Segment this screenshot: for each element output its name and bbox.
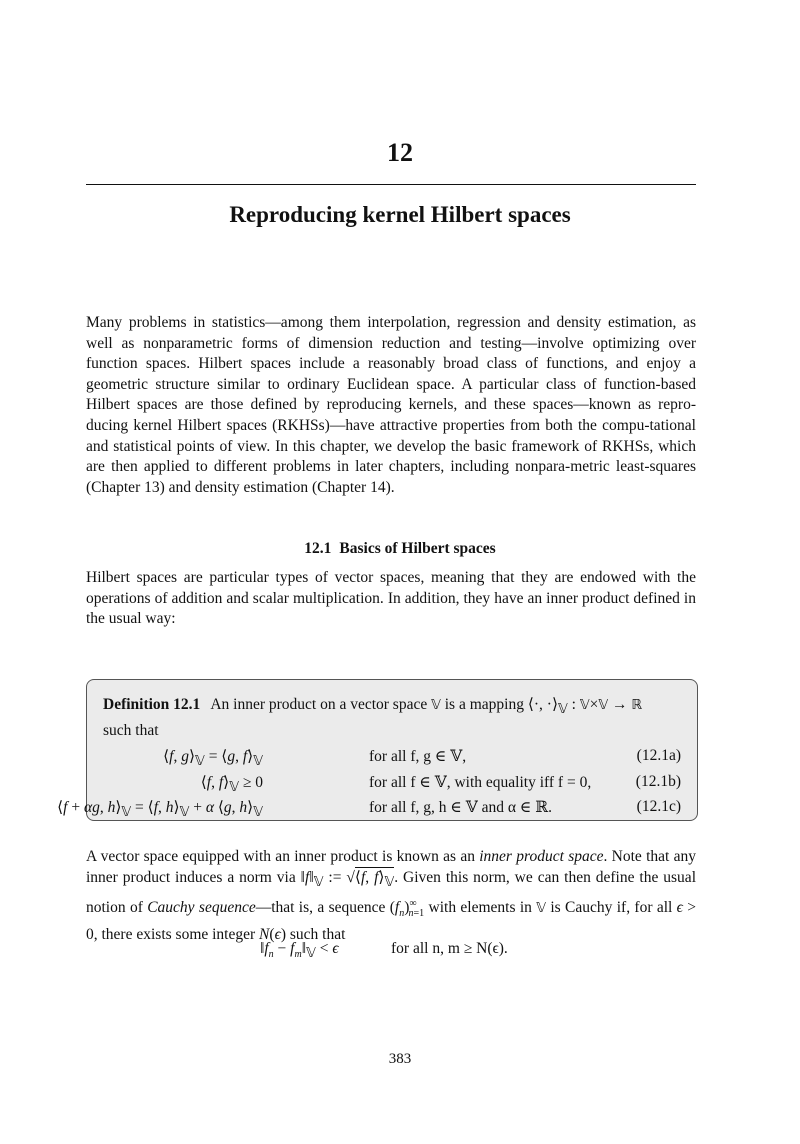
text-run: is Cauchy if, for all	[550, 899, 673, 917]
equation-12-1c	[57, 798, 697, 821]
text-run: . Given this norm, we can then define the usual notion of	[86, 869, 696, 917]
section-heading	[0, 540, 800, 558]
text-run: —that is, a sequence	[255, 899, 386, 917]
page-number: 383	[388, 1051, 412, 1067]
chapter-rule	[86, 184, 696, 185]
definition-statement: Definition 12.1 An inner product on a vector space 𝕍 is a mapping ⟨·, $\cdot⟩_𝕍$ : 𝕍×𝕍 → ℝ such that	[103, 696, 643, 740]
definition-text-mid: is a mapping	[444, 696, 524, 713]
term-inner-product-space: inner product space	[479, 848, 604, 865]
definition-text-suffix: such that	[103, 722, 159, 740]
section-title: Basics of Hilbert spaces	[339, 540, 496, 557]
equation-number: (12.1b)	[635, 773, 681, 790]
equation-condition: for all f, g, h ∈ 𝕍 and α ∈ ℝ.	[369, 799, 552, 816]
section-number: 12.1	[304, 540, 332, 557]
chapter-number: 12	[387, 138, 413, 167]
definition-label: Definition 12.1	[103, 696, 201, 713]
text-run: with elements in	[428, 899, 532, 917]
definition-box	[57, 679, 698, 821]
equation-number: (12.1a)	[636, 747, 681, 764]
intro-paragraph: Many problems in statistics—among them interpolation, regression and density estimation, as well as nonparametric forms of dimension reduction and testing—involve optimizing over function spaces. Hilbert spaces include a reasonably broad class of functions, and enjoy a geometric structure similar to ordinary Euclidean space. A particular class of function-based Hilbert spaces are those defined by reproducing kernels, and these spaces—known as repro-ducing kernel Hilbert spaces (RKHSs)—have attractive properties from both the compu-tational and statistical points of view. In this chapter, we develop the basic framework of RKHSs, which are then applied to different problems in later chapters, including nonpara-metric least-squares (Chapter 13) and density estimation (Chapter 14).	[86, 314, 696, 496]
equation-condition: for all f, g ∈ 𝕍,	[369, 748, 467, 765]
cauchy-paragraph: A vector space equipped with an inner product is known as an inner product space. Note that any inner product induces a norm via $‖f‖_𝕍$ := √⟨f, $f⟩_𝕍$. Given this norm, we can then define the usual notion of Cauchy sequence—that is, a sequence $(f_n)^\infty_{n=1}$ with elements in 𝕍 is Cauchy if, for all ϵ > 0, there exists some integer N(ϵ) such that	[86, 848, 697, 944]
equation-12-1a	[87, 747, 697, 769]
equation-12-1b	[87, 773, 697, 795]
equation-number: (12.1c)	[636, 798, 681, 815]
definition-text-prefix: An inner product on a vector space	[210, 696, 428, 713]
chapter-title: Reproducing kernel Hilbert spaces	[229, 202, 571, 227]
text-run: , there exists some integer	[93, 926, 256, 944]
text-run: . Note that any inner product induces a norm via	[86, 848, 696, 886]
text-run: A vector space equipped with an inner product is known as an	[86, 848, 475, 865]
section-paragraph: Hilbert spaces are particular types of vector spaces, meaning that they are endowed with the operations of addition and scalar multiplication. In addition, they have an inner product defined in the usual way:	[86, 569, 696, 628]
equation-condition: for all f ∈ 𝕍, with equality iff f = 0,	[369, 774, 592, 791]
display-lhs: $‖f_n$ − $f_m‖_𝕍 < \epsilon$	[260, 940, 339, 962]
equation-lhs: ⟨f, $f⟩_𝕍 \ge 0$	[200, 774, 263, 796]
term-cauchy-sequence: Cauchy sequence	[147, 899, 256, 917]
display-condition: for all n, m ≥ N(ϵ).	[391, 940, 508, 957]
equation-lhs: ⟨f + αg, $h⟩_𝕍$ = ⟨f, $h⟩_𝕍 + \alpha$ ⟨g, $h⟩_𝕍$	[57, 799, 263, 821]
equation-lhs: ⟨f, $g⟩_𝕍$ = ⟨g, $f⟩_𝕍$	[163, 748, 263, 770]
cauchy-condition-equation	[0, 940, 800, 962]
text-run: such that	[289, 926, 346, 944]
